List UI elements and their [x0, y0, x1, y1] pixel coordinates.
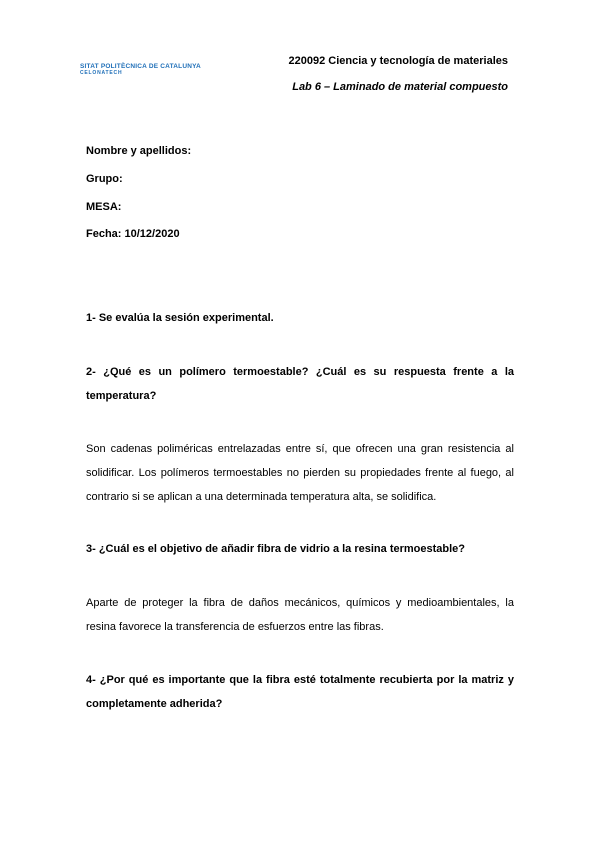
question-4: 4- ¿Por qué es importante que la fibra esté totalmente recubierta por la matriz y completamente adherida?	[86, 674, 514, 710]
university-logo	[80, 63, 210, 76]
question-2: 2- ¿Qué es un polímero termoestable? ¿Cuál es su respuesta frente a la temperatura?	[86, 366, 514, 402]
lab-title: Lab 6 – Laminado de material compuesto	[292, 81, 508, 93]
table-field: MESA:	[86, 201, 122, 213]
date-field: Fecha: 10/12/2020	[86, 228, 180, 240]
logo-line2: CELONATECH	[80, 70, 123, 76]
answer-2: Son cadenas poliméricas entrelazadas entre sí, que ofrecen una gran resistencia al solidificar. Los polímeros termoestables no pierden su propiedades frente al fuego, al contrario si se aplican a una determinada temperatura alta, se solidifica.	[86, 443, 514, 503]
name-field: Nombre y apellidos:	[86, 145, 192, 157]
question-3: 3- ¿Cuál es el objetivo de añadir fibra de vidrio a la resina termoestable?	[86, 543, 466, 555]
answer-3: Aparte de proteger la fibra de daños mecánicos, químicos y medioambientales, la resina favorece la transferencia de esfuerzos entre las fibras.	[86, 597, 514, 633]
question-1: 1- Se evalúa la sesión experimental.	[86, 312, 274, 324]
logo-line1: SITAT POLITÈCNICA DE CATALUNYA	[80, 63, 201, 70]
group-field: Grupo:	[86, 173, 123, 185]
course-title: 220092 Ciencia y tecnología de materiales	[288, 55, 508, 67]
